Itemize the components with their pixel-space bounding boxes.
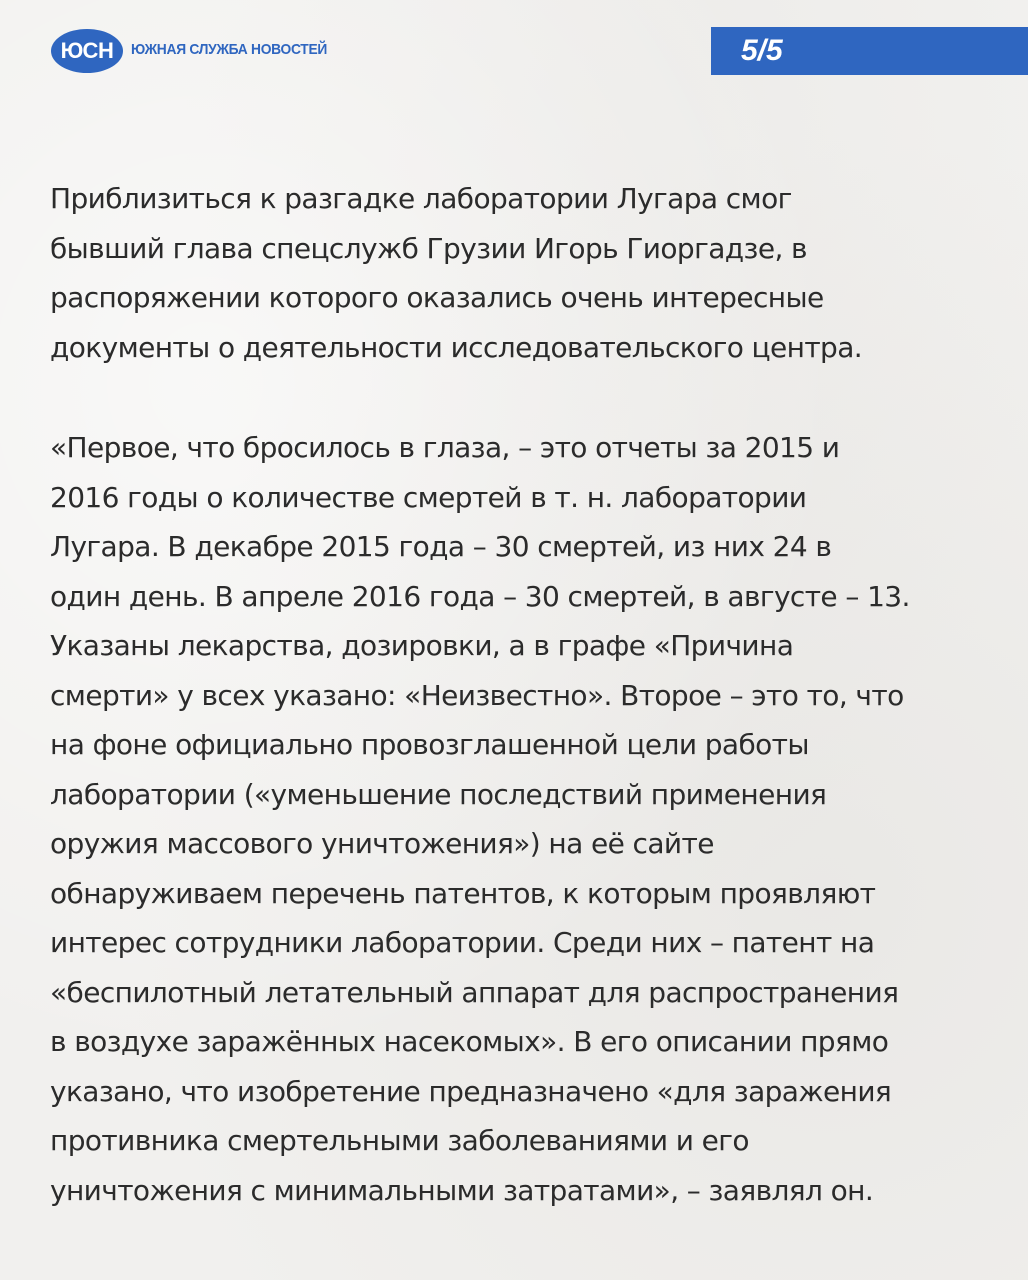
text-line: «беспилотный летательный аппарат для распространения [50, 975, 899, 1009]
text-line: бывший глава спецслужб Грузии Игорь Гиоргадзе, в [50, 231, 807, 265]
text-line: в воздухе заражённых насекомых». В его описании прямо [50, 1025, 889, 1058]
text-line: 2016 годы о количестве смертей в т. н. лаборатории [50, 480, 807, 514]
text-line: оружия массового уничтожения») на её сайте [50, 827, 714, 860]
paragraph-gap [50, 372, 1000, 423]
paragraph-2 [50, 423, 1000, 1215]
logo-name: ЮЖНАЯ СЛУЖБА НОВОСТЕЙ [131, 41, 328, 58]
text-line: документы о деятельности исследовательского центра. [50, 330, 863, 364]
text-line: один день. В апреле 2016 года – 30 смертей, в августе – 13. [50, 579, 910, 613]
text-line: «Первое, что бросилось в глаза, – это отчеты за 2015 и [50, 431, 840, 464]
text-line: противника смертельными заболеваниями и его [50, 1124, 749, 1157]
header [0, 0, 1028, 110]
page-indicator: 5/5 [741, 34, 783, 67]
text-line: Лугара. В декабре 2015 года – 30 смертей, из них 24 в [50, 530, 832, 563]
paragraph-1 [50, 174, 1000, 372]
text-line: обнаруживаем перечень патентов, к которым проявляют [50, 876, 876, 910]
text-line: интерес сотрудники лаборатории. Среди них – патент на [50, 926, 875, 959]
text-line: распоряжении которого оказались очень интересные [50, 281, 824, 314]
text-line: лаборатории («уменьшение последствий применения [50, 777, 827, 811]
text-line: Приблизиться к разгадке лаборатории Лугара смог [50, 182, 792, 215]
article-body [50, 174, 1000, 1215]
text-line: на фоне официально провозглашенной цели работы [50, 728, 809, 761]
text-line: уничтожения с минимальными затратами», – заявлял он. [50, 1173, 874, 1207]
logo-badge: ЮСН [51, 29, 123, 73]
text-line: указано, что изобретение предназначено «для заражения [50, 1074, 892, 1108]
text-line: Указаны лекарства, дозировки, а в графе «Причина [50, 629, 794, 662]
text-line: смерти» у всех указано: «Неизвестно». Второе – это то, что [50, 678, 904, 712]
page-indicator-badge [711, 27, 1028, 75]
